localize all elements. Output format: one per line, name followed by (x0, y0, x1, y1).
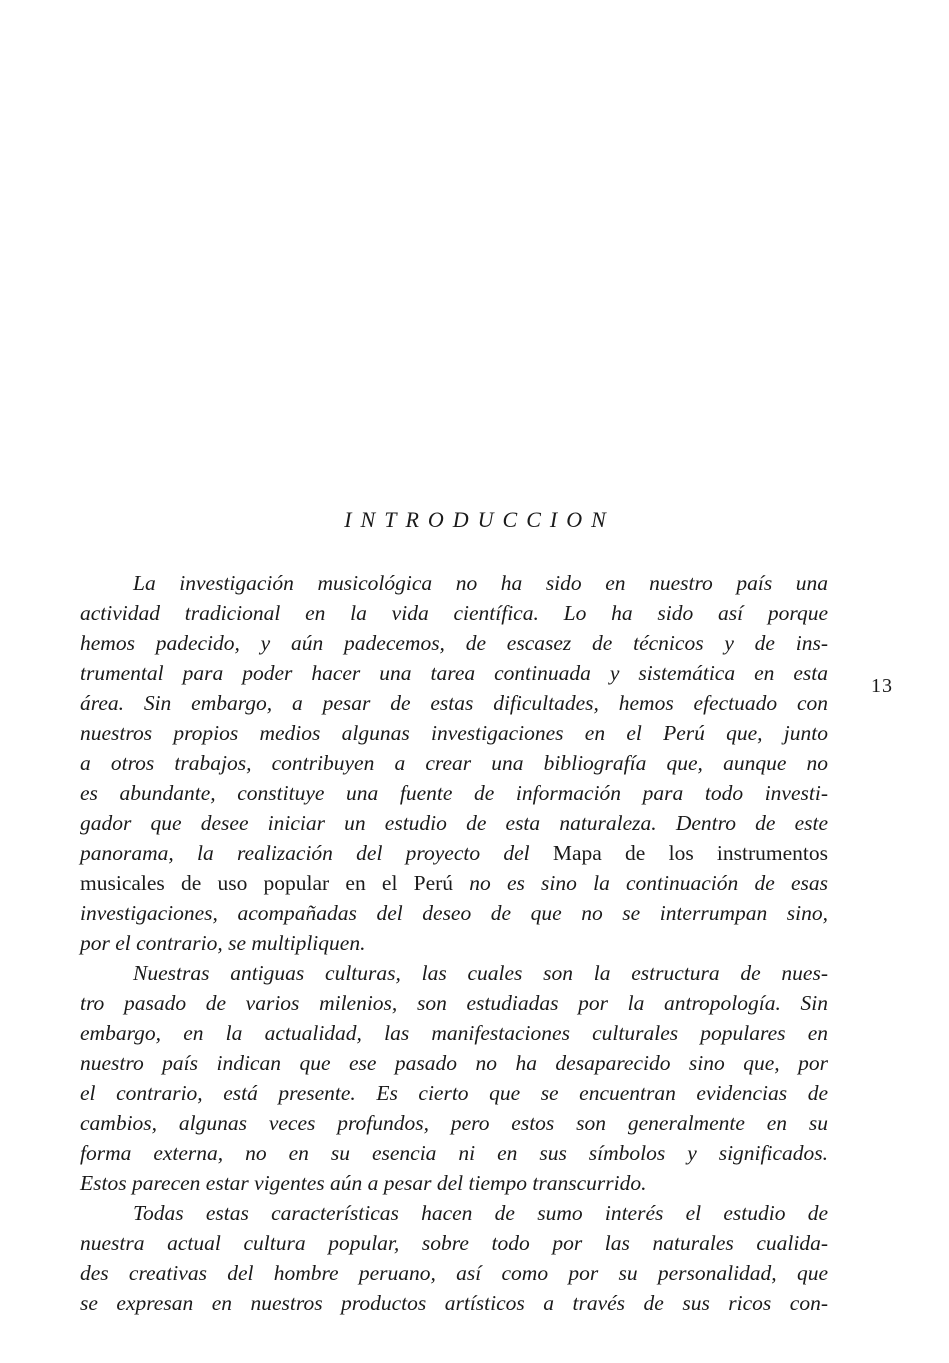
body-text (80, 568, 828, 1318)
text-line: investigaciones, acompañadas del deseo de que no se interrumpan sino, (80, 901, 828, 925)
page-number: 13 (871, 675, 893, 697)
text-line: nuestro país indican que ese pasado no ha desaparecido sino que, por (80, 1051, 828, 1075)
text-line: nuestra actual cultura popular, sobre todo por las naturales cualida- (80, 1231, 828, 1255)
text-line: nuestros propios medios algunas investigaciones en el Perú que, junto (80, 721, 828, 745)
text-line: Todas estas características hacen de sumo interés el estudio de (133, 1201, 828, 1225)
text-line: Estos parecen estar vigentes aún a pesar del tiempo transcurrido. (80, 1171, 647, 1195)
text-line: tro pasado de varios milenios, son estudiadas por la antropología. Sin (80, 991, 828, 1015)
text-line: es abundante, constituye una fuente de información para todo investi- (80, 781, 828, 805)
text-line: se expresan en nuestros productos artísticos a través de sus ricos con- (80, 1291, 828, 1315)
text-line: musicales de uso popular en el Perú no es sino la continuación de esas (80, 871, 828, 895)
page-title: INTRODUCCION (344, 507, 615, 532)
text-line: por el contrario, se multipliquen. (80, 931, 366, 955)
text-line: actividad tradicional en la vida científica. Lo ha sido así porque (80, 601, 828, 625)
text-line: a otros trabajos, contribuyen a crear una bibliografía que, aunque no (80, 751, 828, 775)
text-line: cambios, algunas veces profundos, pero estos son generalmente en su (80, 1111, 828, 1135)
text-line: gador que desee iniciar un estudio de esta naturaleza. Dentro de este (80, 811, 828, 835)
text-line: área. Sin embargo, a pesar de estas dificultades, hemos efectuado con (80, 691, 828, 715)
text-line: Nuestras antiguas culturas, las cuales son la estructura de nues- (133, 961, 828, 985)
text-line: des creativas del hombre peruano, así como por su personalidad, que (80, 1261, 828, 1285)
text-line: La investigación musicológica no ha sido en nuestro país una (133, 571, 828, 595)
text-line: el contrario, está presente. Es cierto que se encuentran evidencias de (80, 1081, 828, 1105)
text-line: hemos padecido, y aún padecemos, de escasez de técnicos y de ins- (80, 631, 828, 655)
text-line: embargo, en la actualidad, las manifestaciones culturales populares en (80, 1021, 828, 1045)
text-line: panorama, la realización del proyecto del Mapa de los instrumentos (80, 841, 829, 865)
text-line: forma externa, no en su esencia ni en sus símbolos y significados. (80, 1141, 828, 1165)
text-line: trumental para poder hacer una tarea continuada y sistemática en esta (80, 661, 828, 685)
